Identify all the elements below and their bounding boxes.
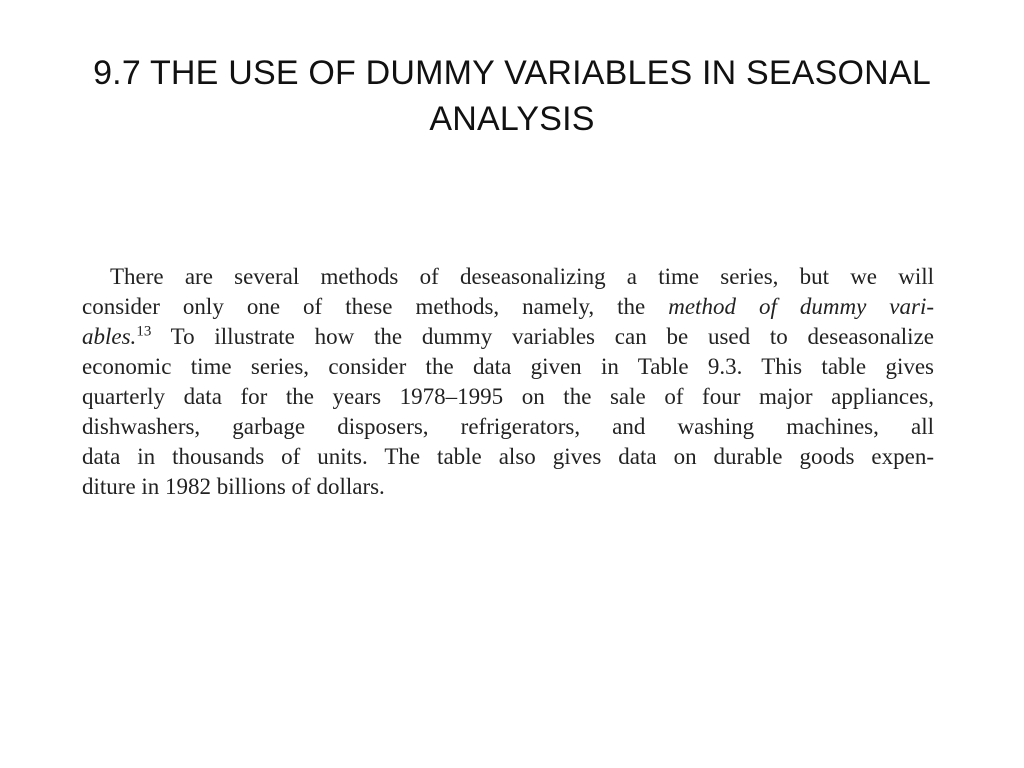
slide-title-line-2: ANALYSIS: [429, 100, 595, 138]
excerpt-line-2-text: consider only one of these methods, namely, the: [82, 294, 669, 319]
excerpt-line-4: economic time series, consider the data given in Table 9.3. This table gives: [82, 354, 934, 379]
slide-title: [80, 50, 944, 142]
excerpt-line-6: dishwashers, garbage disposers, refrigerators, and washing machines, all: [82, 414, 934, 439]
excerpt-line-5: quarterly data for the years 1978–1995 on the sale of four major appliances,: [82, 384, 934, 409]
slide-title-line-1: 9.7 THE USE OF DUMMY VARIABLES IN SEASONAL: [93, 54, 931, 92]
textbook-excerpt: [82, 262, 934, 502]
excerpt-line-7: data in thousands of units. The table also gives data on durable goods expen-: [82, 444, 934, 469]
excerpt-line-8: diture in 1982 billions of dollars.: [82, 474, 385, 499]
excerpt-line-3-text: To illustrate how the dummy variables can be used to deseasonalize: [151, 324, 934, 349]
excerpt-line-3: [82, 322, 934, 352]
excerpt-line-3-italic: ables.: [82, 324, 137, 349]
excerpt-line-2: [82, 292, 934, 322]
footnote-marker: 13: [136, 323, 152, 340]
excerpt-line-1: There are several methods of deseasonalizing a time series, but we will: [110, 264, 934, 289]
excerpt-line-2-italic: method of dummy vari-: [668, 294, 934, 319]
